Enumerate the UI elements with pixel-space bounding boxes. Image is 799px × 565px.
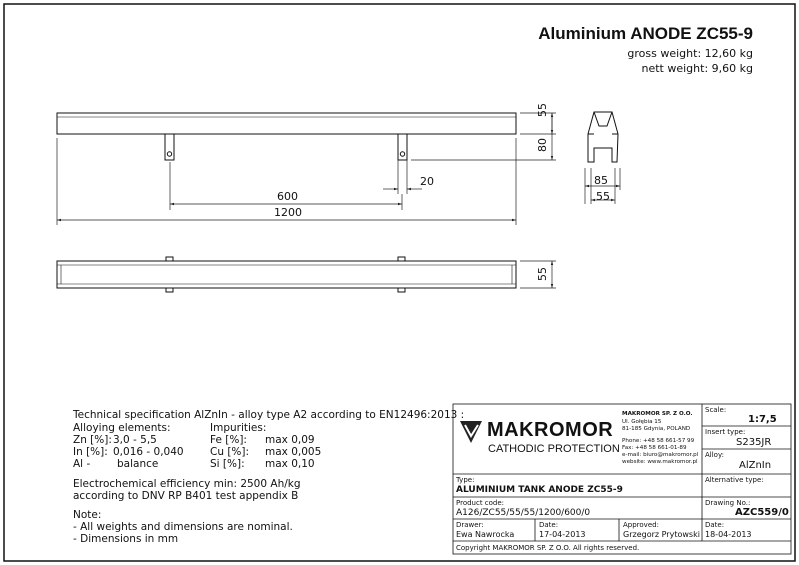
alloying-header: Alloying elements: [73,422,171,434]
date-approved-label: Date: [705,521,725,529]
scale-label: Scale: [705,406,727,414]
drawer-value: Ewa Nawrocka [456,530,515,539]
company-logo-subtitle: CATHODIC PROTECTION [488,443,620,455]
alloy-row-al: Al - [73,458,91,470]
date-drawn-label: Date: [539,521,559,529]
insert-type-label: Insert type: [705,428,746,436]
drawer-label: Drawer: [456,521,484,529]
date-drawn-value: 17-04-2013 [539,530,586,539]
company-email: e-mail: biuro@makromor.pl [622,452,699,458]
company-name: MAKROMOR SP. Z O.O. [622,411,693,417]
alloy-row-al-range: balance [117,458,159,470]
product-code-label: Product code: [456,499,505,507]
type-label: Type: [456,476,475,484]
dim-1200: 1200 [274,206,302,219]
anode-plan-view [57,257,516,292]
dim-600: 600 [277,190,298,203]
drawing-no-label: Drawing No.: [705,499,751,507]
impurity-row-fe-max: max 0,09 [265,434,315,446]
company-address-1: Ul. Gołębia 15 [622,419,662,425]
company-phone: Phone: +48 58 661-57 99 [622,438,695,444]
alloy-row-zn: Zn [%]: [73,434,112,446]
impurity-row-si-max: max 0,10 [265,458,315,470]
type-value: ALUMINIUM TANK ANODE ZC55-9 [456,485,623,495]
nett-weight: nett weight: 9,60 kg [641,62,753,75]
dim-80: 80 [536,138,549,152]
dimension-lines-side [411,113,556,160]
efficiency-line-1: Electrochemical efficiency min: 2500 Ah/kg [73,478,301,490]
drawing-no-value: AZC559/0 [735,507,789,518]
note-1: - All weights and dimensions are nominal. [73,521,293,533]
impurity-row-fe: Fe [%]: [210,434,247,446]
company-logo-text: MAKROMOR [487,419,614,441]
scale-value: 1:7,5 [748,414,777,425]
dim-55-side: 55 [536,103,549,117]
insert-type-value: S235JR [736,437,772,448]
impurities-header: Impurities: [210,422,267,434]
drawing-title: Aluminium ANODE ZC55-9 [538,24,753,43]
alloy-value: AlZnIn [739,460,772,471]
alloy-row-in: In [%]: [73,446,108,458]
dim-55-plan: 55 [536,267,549,281]
anode-section-view [588,112,618,162]
alternative-type-label: Alternative type: [705,476,764,484]
approved-value: Grzegorz Prytowski [623,530,700,539]
copyright-text: Copyright MAKROMOR SP. Z O.O. All rights reserved. [456,544,640,552]
gross-weight: gross weight: 12,60 kg [627,47,753,60]
impurity-row-cu: Cu [%]: [210,446,250,458]
dim-55-section: 55 [596,190,610,203]
impurity-row-cu-max: max 0,005 [265,446,322,458]
company-fax: Fax: +48 58 661-01-89 [622,445,687,451]
date-approved-value: 18-04-2013 [705,530,752,539]
alloy-row-zn-range: 3,0 - 5,5 [113,434,157,446]
anode-side-view [57,113,516,160]
company-website: website: www.makromor.pl [622,459,698,465]
note-title: Note: [73,509,102,521]
makromor-logo-icon [460,421,482,443]
dim-20: 20 [420,175,434,188]
impurity-row-si: Si [%]: [210,458,245,470]
approved-label: Approved: [623,521,659,529]
alloy-label: Alloy: [705,451,724,459]
efficiency-line-2: according to DNV RP B401 test appendix B [73,490,299,502]
company-address-2: 81-185 Gdynia, POLAND [622,426,691,432]
product-code-value: A126/ZC55/55/55/1200/600/0 [456,508,591,518]
spec-line-1: Technical specification AlZnIn - alloy type A2 according to EN12496:2013 : [73,409,465,421]
dim-85: 85 [594,174,608,187]
note-2: - Dimensions in mm [73,533,179,545]
alloy-row-in-range: 0,016 - 0,040 [113,446,184,458]
